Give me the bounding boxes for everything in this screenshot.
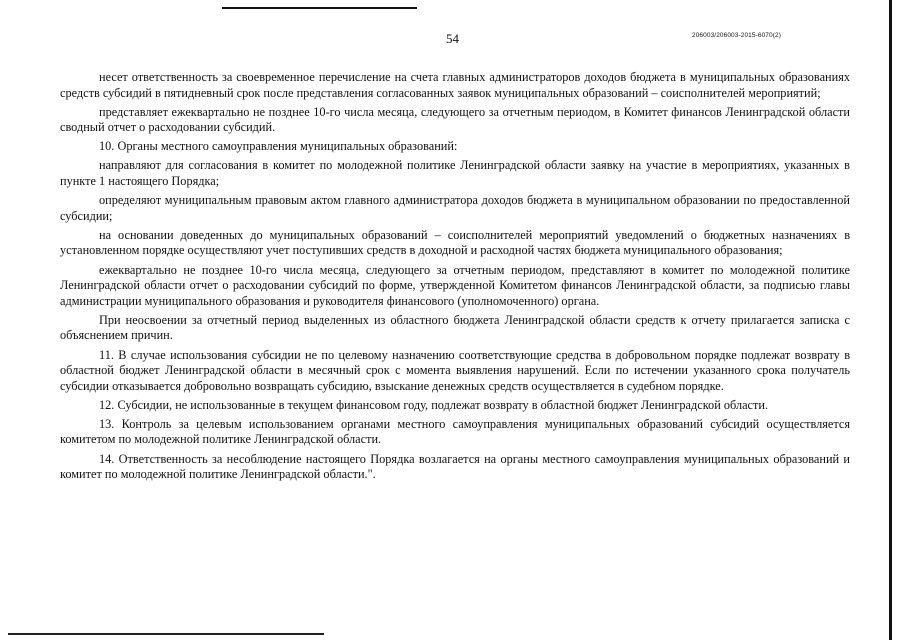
paragraph: 10. Органы местного самоуправления муниципальных образований: bbox=[99, 139, 458, 154]
paragraph: несет ответственность за своевременное перечисление на счета главных администраторов доходов бюджета в муниципальных образованиях средств субсидий в пятидневный срок после представления согласованных заявок муниципальных образований – соисполнителей мероприятий; bbox=[60, 70, 850, 100]
paragraph: 12. Субсидии, не использованные в текущем финансовом году, подлежат возврату в областной бюджет Ленинградской области. bbox=[99, 397, 769, 412]
document-id: 206003/206003-2015-6070(2) bbox=[692, 32, 781, 39]
paragraph: на основании доведенных до муниципальных образований – соисполнителей мероприятий уведомлений о бюджетных назначениях в установленном порядке осуществляют учет поступивших средств в доходной и расходной частях бюджета муниципального образования; bbox=[60, 227, 850, 258]
paragraph: представляет ежеквартально не позднее 10-го числа месяца, следующего за отчетным периодом, в Комитет финансов Ленинградской области сводный отчет о расходовании субсидий. bbox=[60, 104, 850, 135]
top-rule bbox=[222, 7, 417, 9]
document-body bbox=[60, 70, 850, 486]
paragraph: 14. Ответственность за несоблюдение настоящего Порядка возлагается на органы местного самоуправления муниципальных образований и комитет по молодежной политике Ленинградской области.". bbox=[60, 451, 850, 482]
right-edge-rule bbox=[889, 0, 892, 640]
bottom-rule bbox=[8, 633, 324, 635]
paragraph: 11. В случае использования субсидии не по целевому назначению соответствующие средства в добровольном порядке подлежат возврату в областной бюджет Ленинградской области в месячный срок с момента выявления нарушений. Если по истечении указанного срока получатель субсидии отказывается добровольно возвращать субсидию, взыскание денежных средств осуществляется в судебном порядке. bbox=[60, 347, 850, 393]
paragraph: При неосвоении за отчетный период выделенных из областного бюджета Ленинградской области средств к отчету прилагается записка с объяснением причин. bbox=[60, 312, 850, 343]
page-number: 54 bbox=[446, 31, 459, 46]
paragraph: 13. Контроль за целевым использованием органами местного самоуправления муниципальных образований субсидий осуществляется комитетом по молодежной политике Ленинградской области. bbox=[60, 416, 850, 447]
paragraph: ежеквартально не позднее 10-го числа месяца, следующего за отчетным периодом, представляют в комитет по молодежной политике Ленинградской области отчет о расходовании субсидий по форме, утвержденной Комитетом финансов Ленинградской области, за подписью главы администрации муниципального образования и руководителя финансового (уполномоченного) органа. bbox=[60, 262, 850, 308]
paragraph: определяют муниципальным правовым актом главного администратора доходов бюджета в муниципальном образовании по предоставленной субсидии; bbox=[60, 193, 850, 223]
paragraph: направляют для согласования в комитет по молодежной политике Ленинградской области заявку на участие в мероприятиях, указанных в пункте 1 настоящего Порядка; bbox=[60, 158, 850, 189]
